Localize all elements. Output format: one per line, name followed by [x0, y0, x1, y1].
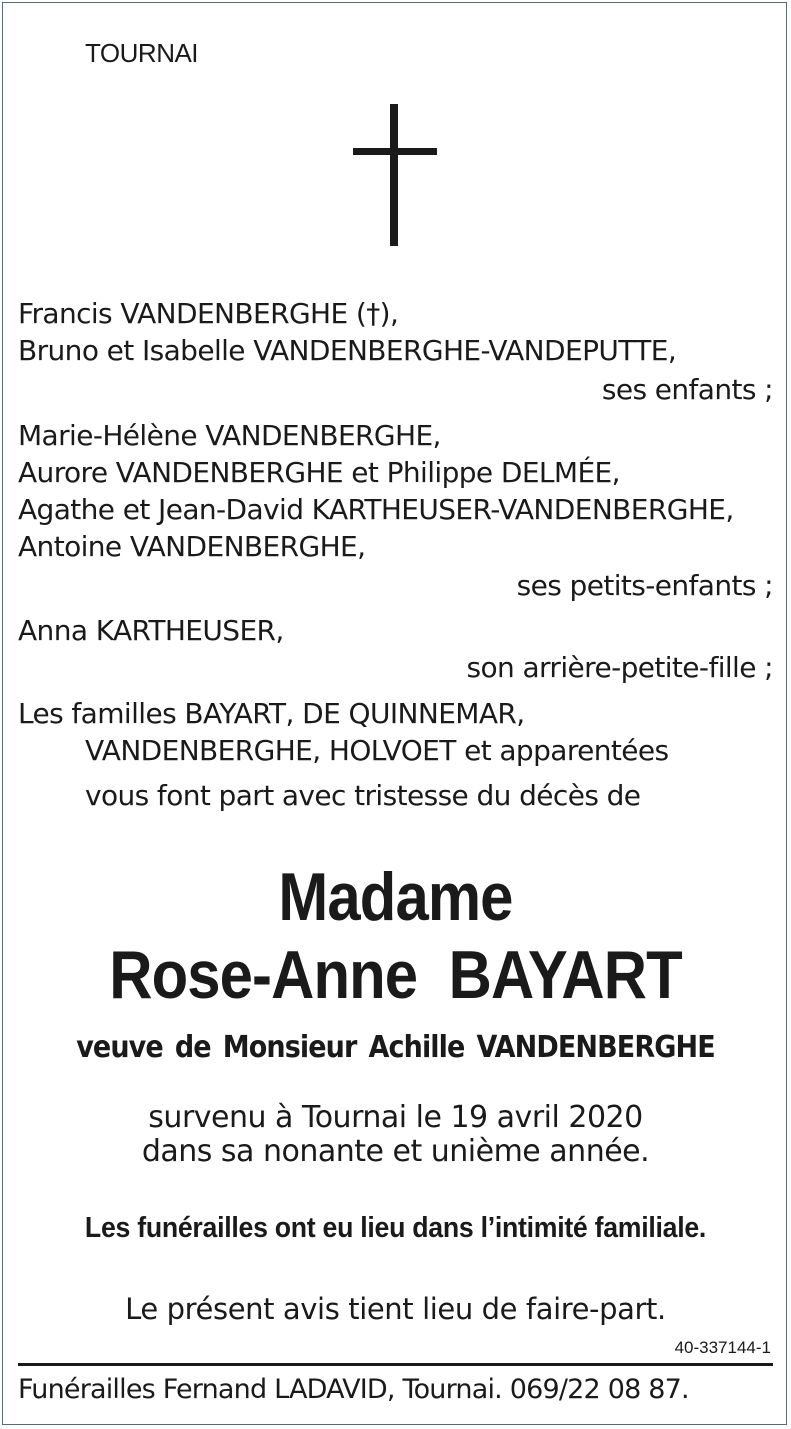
grandchildren-label: ses petits-enfants ; [516, 569, 773, 602]
deceased-title: Madame [278, 859, 513, 935]
grandchild-line-4: Antoine VANDENBERGHE, [18, 530, 366, 563]
age-line: dans sa nonante et unième année. [141, 1134, 650, 1169]
grandchild-line-1: Marie-Hélène VANDENBERGHE, [18, 419, 441, 452]
reference-number: 40-337144-1 [674, 1338, 771, 1357]
deceased-name: Rose-Anne BAYART [109, 937, 682, 1013]
city-heading: TOURNAI [85, 38, 199, 68]
child-line-1: Francis VANDENBERGHE (†), [18, 297, 399, 330]
families-line-2: VANDENBERGHE, HOLVOET et apparentées [85, 734, 669, 767]
child-line-2: Bruno et Isabelle VANDENBERGHE-VANDEPUTTE, [18, 334, 677, 367]
great-grandchild-label: son arrière-petite-fille ; [466, 651, 773, 684]
widow-of-line: veuve de Monsieur Achille VANDENBERGHE [76, 1030, 715, 1065]
grandchild-line-3: Agathe et Jean-David KARTHEUSER-VANDENBERGHE, [18, 493, 734, 526]
death-date-line: survenu à Tournai le 19 avril 2020 [148, 1100, 643, 1135]
cross-icon [353, 104, 439, 248]
funeral-home-footer: Funérailles Fernand LADAVID, Tournai. 069/22 08 87. [18, 1374, 689, 1405]
notice-line: Le présent avis tient lieu de faire-part. [125, 1292, 666, 1326]
funeral-note: Les funérailles ont eu lieu dans l’intimité familiale. [84, 1212, 707, 1244]
grandchild-line-2: Aurore VANDENBERGHE et Philippe DELMÉE, [18, 456, 620, 489]
families-line-1: Les familles BAYART, DE QUINNEMAR, [18, 697, 525, 730]
divider-rule [18, 1363, 773, 1366]
great-grandchild-line: Anna KARTHEUSER, [18, 614, 284, 647]
announcement-line: vous font part avec tristesse du décès de [85, 779, 641, 812]
children-label: ses enfants ; [601, 373, 773, 406]
